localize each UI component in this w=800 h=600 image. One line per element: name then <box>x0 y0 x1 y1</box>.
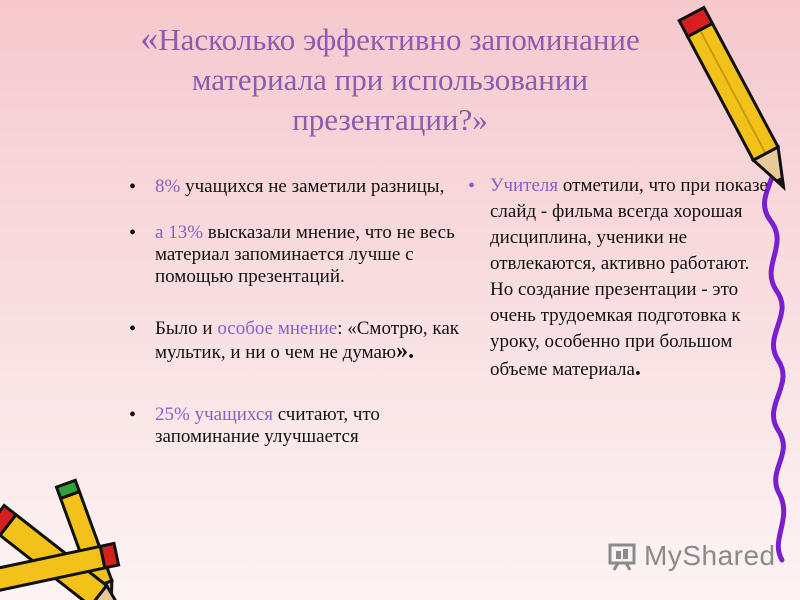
bullet-text: : «Смотрю, как мультик, и ни о чем не думаю <box>155 318 460 363</box>
bullet-end: ». <box>396 338 415 364</box>
title-text: Насколько эффективно запоминание материала при использовании презентации?» <box>158 22 640 137</box>
bullet-text: отметили, что при показе слайд - фильма всегда хорошая дисциплина, ученики не отвлекаются, активно работают. Но создание презентации - это очень трудоемкая подготовка к уроку, особенно при большом объеме материала <box>490 175 768 380</box>
bullet-text: считают, что запоминание улучшается <box>155 404 380 447</box>
bullet-text: высказали мнение, что не весь материал запоминается лучше с помощью презентаций. <box>155 222 455 287</box>
watermark-logo <box>608 538 788 574</box>
right-bullet-list <box>460 173 775 383</box>
bullet-prefix: Было и <box>155 318 218 339</box>
watermark-text: MyShared <box>644 540 776 571</box>
pencil-icon <box>679 8 796 194</box>
list-item <box>460 173 775 383</box>
myshared-logo-icon <box>608 541 638 571</box>
list-item <box>115 176 460 198</box>
bullet-end: . <box>634 355 641 381</box>
list-item <box>115 222 460 288</box>
highlight: 8% <box>155 176 181 197</box>
bullet-prefix: а <box>155 222 169 243</box>
bullet-text: учащихся не заметили разницы, <box>180 176 445 197</box>
highlight: особое мнение <box>217 318 338 339</box>
highlight: 13% <box>168 222 204 243</box>
highlight: 25% учащихся <box>155 404 273 425</box>
highlight: Учителя <box>490 175 559 196</box>
left-bullet-list <box>115 176 460 448</box>
slide-title <box>95 18 685 140</box>
title-open-quote: « <box>140 18 159 58</box>
list-item <box>115 318 460 364</box>
list-item <box>115 404 460 448</box>
